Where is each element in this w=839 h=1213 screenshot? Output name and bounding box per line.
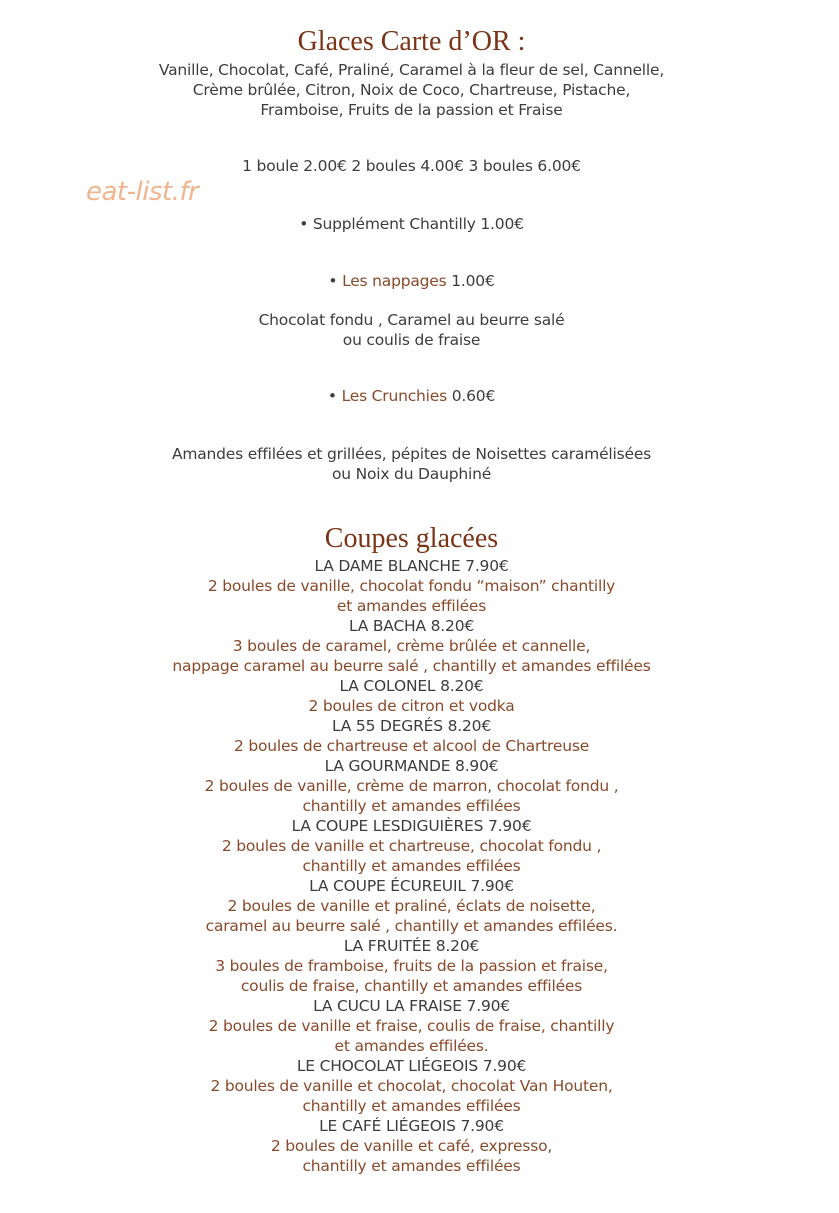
coupe-description: chantilly et amandes effilées — [302, 1097, 521, 1115]
coupe-name: LA COUPE LESDIGUIÈRES 7.90€ — [291, 817, 532, 835]
glaces-title: Glaces Carte d’OR : — [297, 26, 526, 57]
coupe-name: LA FRUITÉE 8.20€ — [343, 937, 480, 955]
coupe-description: caramel au beurre salé , chantilly et amandes effilées. — [205, 917, 618, 935]
nappages-desc-2: ou coulis de fraise — [342, 331, 481, 349]
scoop-prices: 1 boule 2.00€ 2 boules 4.00€ 3 boules 6.00€ — [242, 157, 581, 175]
coupe-description: 2 boules de vanille et praliné, éclats de noisette, — [227, 897, 596, 915]
coupe-name: LE CHOCOLAT LIÉGEOIS 7.90€ — [296, 1057, 527, 1075]
coupe-description: 2 boules de vanille, crème de marron, chocolat fondu , — [204, 777, 619, 795]
coupe-description: 2 boules de vanille, chocolat fondu “maison” chantilly — [207, 577, 616, 595]
coupe-description: et amandes effilées. — [334, 1037, 489, 1055]
flavors-line-3: Framboise, Fruits de la passion et Fraise — [260, 101, 563, 119]
nappages-desc-1: Chocolat fondu , Caramel au beurre salé — [258, 311, 565, 329]
coupes-list — [0, 556, 823, 1176]
crunchies-heading — [0, 386, 823, 406]
coupe-name: LA 55 DEGRÉS 8.20€ — [331, 717, 491, 735]
flavors-line-2: Crème brûlée, Citron, Noix de Coco, Chartreuse, Pistache, — [192, 81, 631, 99]
coupe-description: coulis de fraise, chantilly et amandes effilées — [240, 977, 583, 995]
coupe-description: 2 boules de vanille et chocolat, chocolat Van Houten, — [210, 1077, 613, 1095]
flavors-line-1: Vanille, Chocolat, Café, Praliné, Caramel à la fleur de sel, Cannelle, — [158, 61, 665, 79]
coupe-description: chantilly et amandes effilées — [302, 1157, 521, 1175]
chantilly-supplement: • Supplément Chantilly 1.00€ — [299, 215, 524, 233]
coupe-description: nappage caramel au beurre salé , chantilly et amandes effilées — [172, 657, 651, 675]
coupe-name: LA COLONEL 8.20€ — [339, 677, 484, 695]
coupe-description: chantilly et amandes effilées — [302, 797, 521, 815]
coupe-description: 2 boules de citron et vodka — [308, 697, 515, 715]
coupe-description: chantilly et amandes effilées — [302, 857, 521, 875]
coupe-name: LA GOURMANDE 8.90€ — [324, 757, 499, 775]
crunchies-bullet: • — [327, 387, 337, 405]
coupe-description: 2 boules de vanille et café, expresso, — [270, 1137, 553, 1155]
crunchies-desc-2: ou Noix du Dauphiné — [331, 465, 492, 483]
coupe-name: LA CUCU LA FRAISE 7.90€ — [313, 997, 510, 1015]
nappages-label: Les nappages — [342, 272, 447, 290]
coupe-description: 2 boules de vanille et fraise, coulis de fraise, chantilly — [208, 1017, 615, 1035]
coupe-description: 3 boules de framboise, fruits de la passion et fraise, — [215, 957, 608, 975]
nappages-price: 1.00€ — [446, 272, 495, 290]
crunchies-label: Les Crunchies — [341, 387, 447, 405]
nappages-heading — [0, 271, 823, 291]
crunchies-desc-1: Amandes effilées et grillées, pépites de Noisettes caramélisées — [171, 445, 652, 463]
watermark-logo: eat-list.fr — [86, 177, 199, 207]
coupe-description: 3 boules de caramel, crème brûlée et cannelle, — [232, 637, 591, 655]
coupe-description: 2 boules de vanille et chartreuse, chocolat fondu , — [221, 837, 602, 855]
coupes-title: Coupes glacées — [324, 523, 499, 554]
coupe-name: LA COUPE ÉCUREUIL 7.90€ — [309, 877, 514, 895]
coupe-name: LE CAFÉ LIÉGEOIS 7.90€ — [319, 1117, 504, 1135]
nappages-bullet: • — [328, 272, 338, 290]
crunchies-price: 0.60€ — [447, 387, 496, 405]
coupe-name: LA BACHA 8.20€ — [348, 617, 475, 635]
coupe-name: LA DAME BLANCHE 7.90€ — [314, 557, 509, 575]
coupe-description: 2 boules de chartreuse et alcool de Chartreuse — [233, 737, 590, 755]
coupe-description: et amandes effilées — [336, 597, 487, 615]
